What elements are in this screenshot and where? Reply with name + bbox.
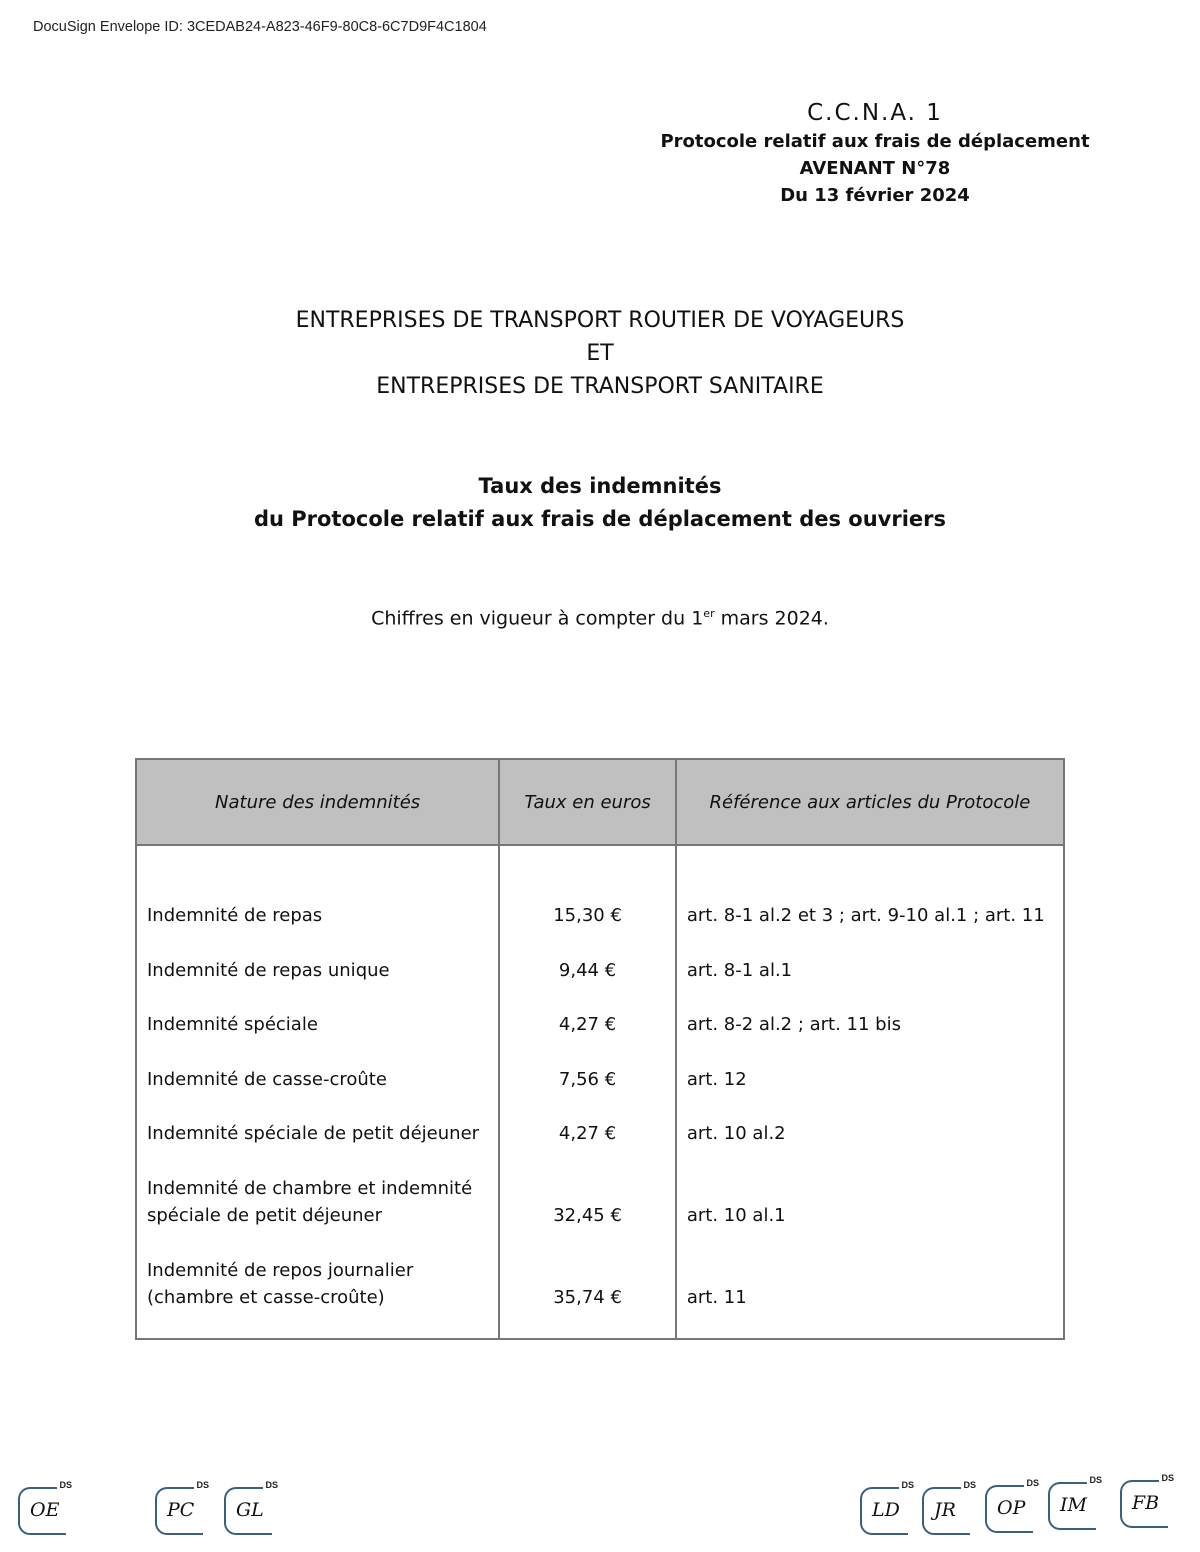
signature-initials: OP (997, 1497, 1026, 1519)
table-row (136, 1229, 1064, 1339)
cell-rate: 15,30 € (499, 845, 676, 929)
cell-nature: Indemnité spéciale de petit déjeuner (136, 1093, 499, 1148)
table-row (136, 1147, 1064, 1229)
signature-initials-box: DS IM (1048, 1482, 1096, 1530)
cell-rate: 4,27 € (499, 1093, 676, 1148)
cell-nature: Indemnité de chambre et indemnité spéciale de petit déjeuner (136, 1147, 499, 1229)
signature-initials: JR (934, 1499, 956, 1521)
cell-rate: 7,56 € (499, 1038, 676, 1093)
table-row (136, 845, 1064, 929)
signature-initials: LD (872, 1499, 900, 1521)
table-row (136, 929, 1064, 984)
cell-nature: Indemnité de repas unique (136, 929, 499, 984)
cell-rate: 32,45 € (499, 1147, 676, 1229)
column-header-rate: Taux en euros (499, 759, 676, 845)
cell-reference: art. 8-1 al.1 (676, 929, 1064, 984)
signature-initials: PC (167, 1499, 195, 1521)
rates-table (135, 758, 1065, 1340)
cell-nature: Indemnité spéciale (136, 984, 499, 1039)
table-row (136, 1093, 1064, 1148)
cell-reference: art. 10 al.1 (676, 1147, 1064, 1229)
signature-initials-box: DS FB (1120, 1480, 1168, 1528)
cell-reference: art. 11 (676, 1229, 1064, 1339)
signature-initials: IM (1060, 1494, 1087, 1516)
subject-heading (0, 470, 1200, 536)
parties-heading (0, 304, 1200, 403)
cell-nature: Indemnité de repos journalier (chambre et casse-croûte) (136, 1229, 499, 1339)
cell-reference: art. 8-1 al.2 et 3 ; art. 9-10 al.1 ; art. 11 (676, 845, 1064, 929)
signature-initials-box: DS OP (985, 1485, 1033, 1533)
column-header-nature: Nature des indemnités (136, 759, 499, 845)
cell-reference: art. 12 (676, 1038, 1064, 1093)
signature-initials-box: DS JR (922, 1487, 970, 1535)
protocol-name: Protocole relatif aux frais de déplacement (660, 131, 1090, 152)
party-2: ENTREPRISES DE TRANSPORT SANITAIRE (376, 374, 824, 399)
party-1: ENTREPRISES DE TRANSPORT ROUTIER DE VOYAGEURS (295, 308, 905, 333)
signature-initials-box: DS PC (155, 1487, 203, 1535)
agreement-title: C.C.N.A. 1 (807, 100, 943, 126)
cell-rate: 35,74 € (499, 1229, 676, 1339)
cell-rate: 4,27 € (499, 984, 676, 1039)
cell-reference: art. 10 al.2 (676, 1093, 1064, 1148)
table-header-row (136, 759, 1064, 845)
subject-line-2: du Protocole relatif aux frais de déplacement des ouvriers (253, 507, 947, 531)
party-connector: ET (586, 341, 614, 366)
amendment-number: AVENANT N°78 (799, 158, 951, 179)
cell-nature: Indemnité de casse-croûte (136, 1038, 499, 1093)
cell-rate: 9,44 € (499, 929, 676, 984)
document-header (650, 98, 1100, 209)
cell-reference: art. 8-2 al.2 ; art. 11 bis (676, 984, 1064, 1039)
signature-initials-box: DS OE (18, 1487, 66, 1535)
signature-initials: FB (1132, 1492, 1160, 1514)
signature-initials: OE (30, 1499, 60, 1521)
signature-initials-box: DS GL (224, 1487, 272, 1535)
subject-line-1: Taux des indemnités (478, 474, 722, 498)
amendment-date: Du 13 février 2024 (780, 185, 970, 206)
signature-initials-box: DS LD (860, 1487, 908, 1535)
cell-nature: Indemnité de repas (136, 845, 499, 929)
docusign-envelope-id: DocuSign Envelope ID: 3CEDAB24-A823-46F9-80C8-6C7D9F4C1804 (33, 19, 487, 35)
table-row (136, 984, 1064, 1039)
effective-date-note: Chiffres en vigueur à compter du 1er mars 2024. (371, 607, 829, 630)
table-row (136, 1038, 1064, 1093)
column-header-reference: Référence aux articles du Protocole (676, 759, 1064, 845)
signature-initials: GL (236, 1499, 264, 1521)
